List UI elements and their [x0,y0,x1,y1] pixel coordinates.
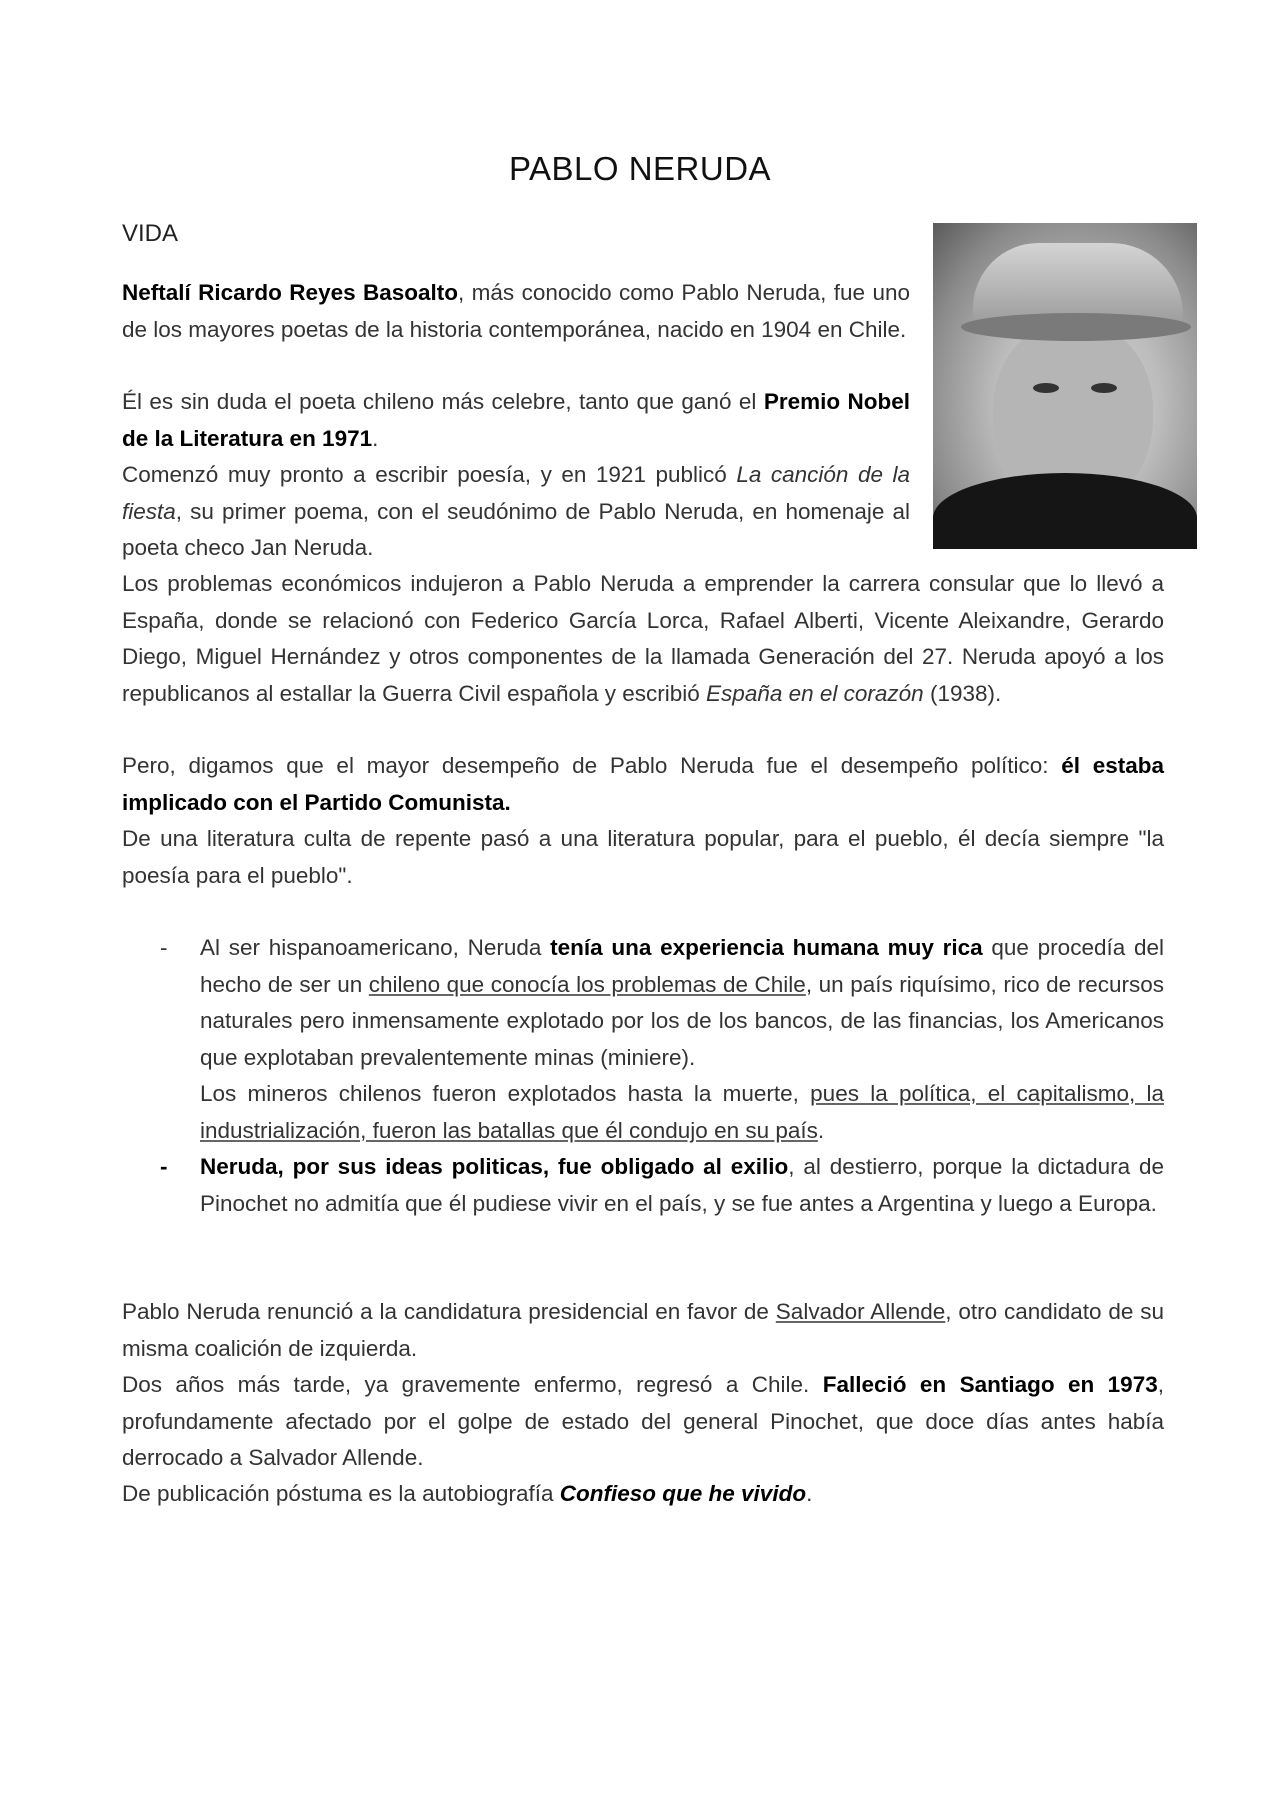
underlined-name: Salvador Allende [775,1299,946,1324]
text: Dos años más tarde, ya gravemente enfermo, regresó a Chile. [122,1372,823,1397]
text: Los mineros chilenos fueron explotados hasta la muerte, [200,1081,811,1106]
paragraph-9 [122,1476,1164,1513]
bold-text: él estaba implicado con el Partido Comunista. [122,753,1164,815]
text: Comenzó muy pronto a escribir poesía, y en 1921 publicó [122,462,737,487]
bold-nobel: Premio Nobel de la Literatura en 1971 [122,389,911,451]
portrait-photo [933,223,1197,549]
bold-text: Neruda, por sus ideas politicas, fue obligado al exilio [200,1154,789,1179]
text: , profundamente afectado por el golpe de estado del general Pinochet, que doce días antes había derrocado a Salvador Allende. [122,1372,1164,1470]
photo-eye-right [1091,383,1117,393]
italic-title: La canción de la fiesta [122,462,911,524]
photo-eye-left [1033,383,1059,393]
paragraph-7 [122,1294,1164,1367]
underlined-text: pues la política, el capitalismo, la industrialización, fueron las batallas que él condujo en su país [200,1081,1164,1143]
text: , al destierro, porque la dictadura de Pinochet no admitía que él pudiese vivir en el país, y se fue antes a Argentina y luego a Europa. [200,1154,1164,1216]
paragraph-4 [122,566,1164,712]
paragraph-2 [122,384,910,457]
text: , un país riquísimo, rico de recursos naturales pero inmensamente explotado por los de los bancos, de las financias, los Americanos que explotaban prevalentemente minas (miniere). [200,971,1164,1070]
bold-text: Falleció en Santiago en 1973 [822,1372,1158,1397]
paragraph-5 [122,748,1164,821]
paragraph-1 [122,275,910,348]
list-dash: - [160,1154,168,1179]
text: que procedía del hecho de ser un [200,935,1164,997]
text: , otro candidato de su misma coalición de izquierda. [122,1299,1165,1361]
section-heading: VIDA [122,220,179,247]
paragraph-6 [122,821,1164,894]
bold-name: Neftalí Ricardo Reyes Basoalto [122,280,459,305]
list-item [122,1149,1164,1222]
text: Él es sin duda el poeta chileno más celebre, tanto que ganó el [122,389,764,414]
photo-coat [933,473,1197,549]
list-dash: - [160,935,168,960]
bullet-list [122,930,1164,1222]
text: , más conocido como Pablo Neruda, fue uno de los mayores poetas de la historia contemporánea, nacido en 1904 en Chile. [122,280,910,342]
text: Pero, digamos que el mayor desempeño de Pablo Neruda fue el desempeño político: [122,753,1062,778]
bold-text: tenía una experiencia humana muy rica [550,935,983,960]
text: , su primer poema, con el seudónimo de Pablo Neruda, en homenaje al poeta checo Jan Neruda. [122,498,910,560]
text: . [372,425,379,451]
text: Al ser hispanoamericano, Neruda [200,935,551,960]
paragraph-8 [122,1367,1164,1477]
text: De publicación póstuma es la autobiografía [122,1481,560,1506]
text: Pablo Neruda renunció a la candidatura presidencial en favor de [122,1299,776,1324]
text: De una literatura culta de repente pasó a una literatura popular, para el pueblo, él decía siempre "la poesía para el pueblo". [122,826,1164,888]
text: (1938). [923,680,1002,706]
text: . [817,1117,825,1143]
page-title: PABLO NERUDA [508,150,772,187]
paragraph-3 [122,457,910,567]
list-item [122,930,1164,1149]
bold-italic-title: Confieso que he vivido [559,1481,807,1506]
italic-title: España en el corazón [706,680,924,706]
text: . [806,1481,813,1506]
underlined-text: chileno que conocía los problemas de Chile [368,971,806,997]
text: Los problemas económicos indujeron a Pablo Neruda a emprender la carrera consular que lo llevó a España, donde se relacionó con Federico García Lorca, Rafael Alberti, Vicente Aleixandre, Gerardo Diego, Miguel Hernández y otros componentes de la llamada Generación del 27. Neruda apoyó a los republicanos al estallar la Guerra Civil española y escribió [122,571,1164,706]
photo-cap-brim [961,313,1191,341]
